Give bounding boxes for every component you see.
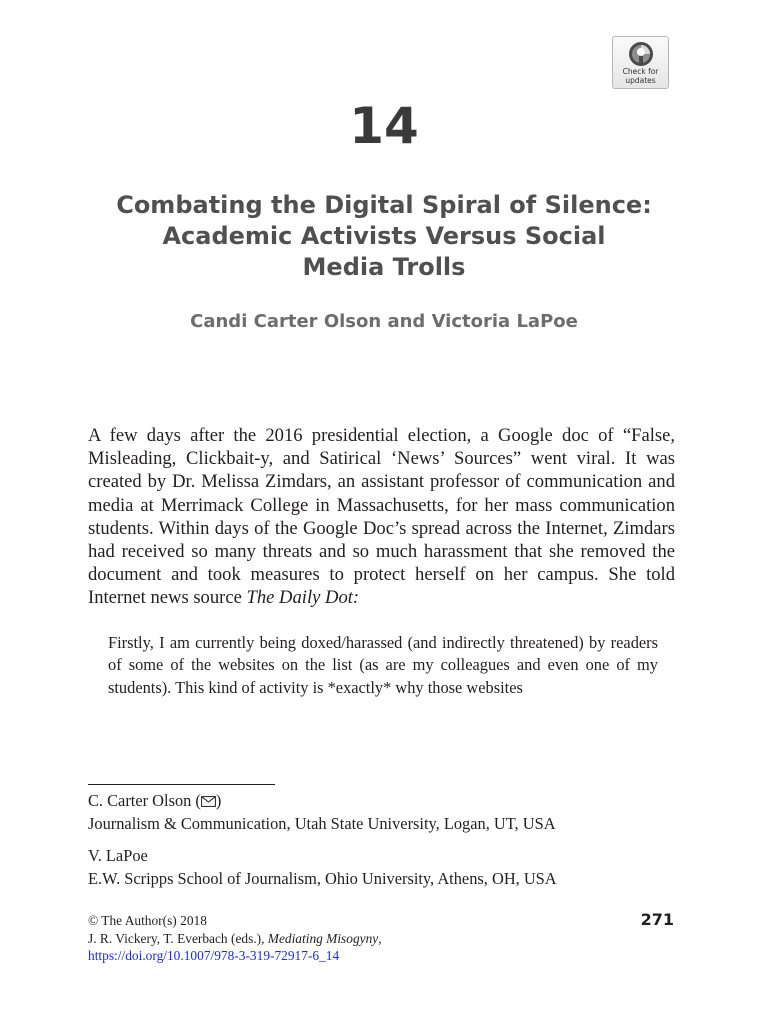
chapter-title-line1: Combating the Digital Spiral of Silence: [116,191,652,219]
body-paragraph [88,424,675,610]
crossmark-icon [628,41,654,67]
source-name: The Daily Dot: [246,587,360,609]
affiliation-lapoe [88,845,688,890]
copyright-line: © The Author(s) 2018 [88,913,207,928]
citation-suffix: , [378,930,382,946]
affiliation-institution: Journalism & Communication, Utah State University, Logan, UT, USA [88,813,556,833]
badge-label-line1: Check for [622,67,659,76]
affiliation-olson [88,790,688,835]
page-number: 271 [640,910,674,929]
doi-link[interactable]: https://doi.org/10.1007/978-3-319-72917-6_14 [88,948,340,963]
book-title: Mediating Misogyny [267,930,379,946]
chapter-title-line3: Media Trolls [302,253,466,281]
affiliation-author-name: C. Carter Olson ( [88,791,201,810]
check-for-updates-badge[interactable] [612,36,669,89]
badge-label-line2: updates [625,76,656,85]
affiliation-author-name: V. LaPoe [88,846,148,865]
chapter-number: 14 [349,97,419,155]
footnote-divider [88,784,275,785]
citation-line [88,930,588,948]
chapter-title-line2: Academic Activists Versus Social [162,222,606,250]
affiliation-author-name-end: ) [215,791,222,810]
body-paragraph-text: A few days after the 2016 presidential election, a Google doc of “False, Misleading, Clickbait-y, and Satirical ‘News’ Sources” went viral. It was created by Dr. Melissa Zimdars, an assistant professor of communication and media at Merrimack College in Massachusetts, for her mass communication students. Within days of the Google Doc’s spread across the Internet, Zimdars had received so many threats and so much harassment that she removed the document and took measures to protect herself on her campus. She told Internet news source [88,425,675,609]
citation-editors: J. R. Vickery, T. Everbach (eds.), [88,930,268,946]
copyright-block [88,912,588,965]
affiliation-author-line [88,790,688,813]
chapter-authors: Candi Carter Olson and Victoria LaPoe [190,311,578,332]
envelope-icon[interactable] [201,796,216,807]
chapter-title [84,190,684,283]
block-quote: Firstly, I am currently being doxed/harassed (and indirectly threatened) by readers of some of the websites on the list (as are my colleagues and even one of my students). This kind of activity is *exactly* why those websites [108,633,658,697]
affiliation-institution: E.W. Scripps School of Journalism, Ohio University, Athens, OH, USA [88,868,557,888]
